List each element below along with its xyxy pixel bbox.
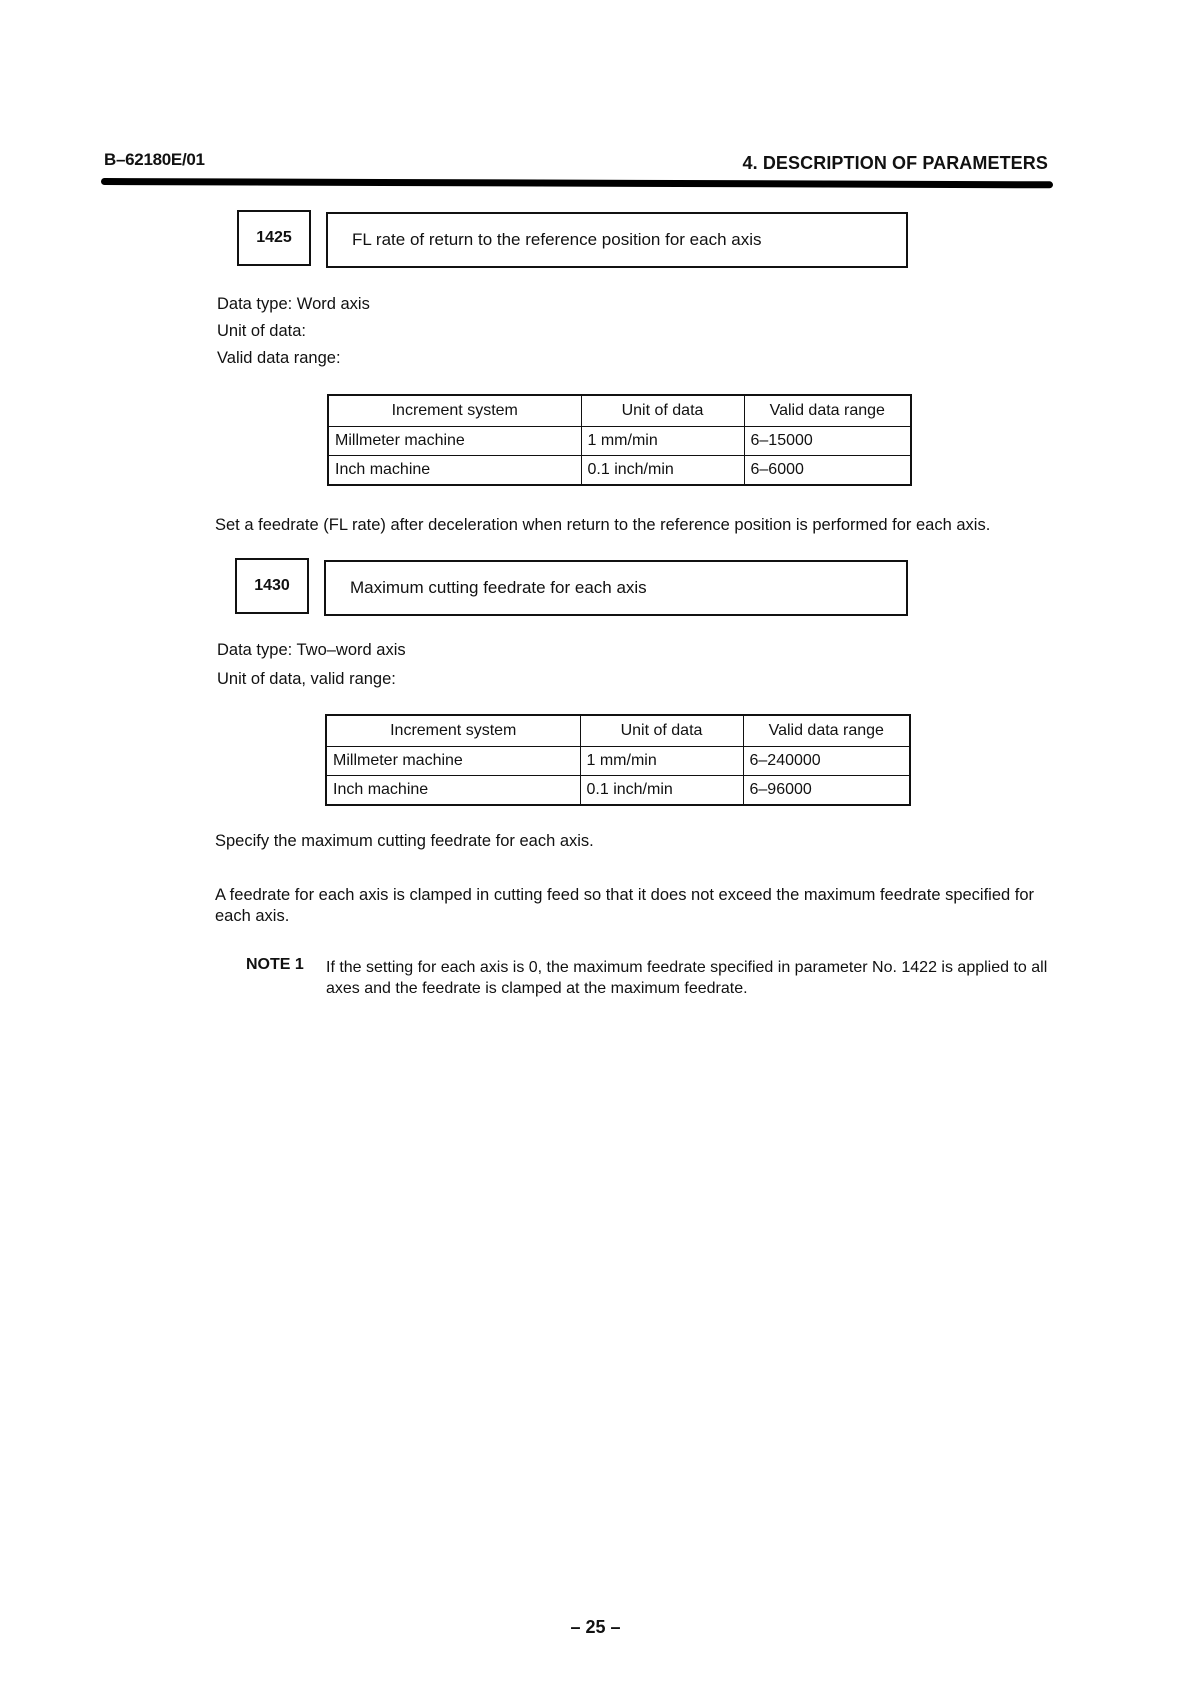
table-cell: Millmeter machine [328, 427, 581, 456]
note-label: NOTE 1 [246, 956, 304, 973]
table-row [328, 456, 911, 486]
unit-of-data-label: Unit of data: [217, 322, 306, 340]
table-row [326, 747, 910, 776]
valid-range-label: Valid data range: [217, 349, 341, 367]
column-header: Valid data range [743, 715, 910, 747]
data-type-label: Data type: Word axis [217, 295, 370, 313]
table-cell: 6–6000 [744, 456, 911, 486]
section-title: 4. DESCRIPTION OF PARAMETERS [742, 153, 1048, 173]
table-cell: 6–15000 [744, 427, 911, 456]
column-header: Unit of data [580, 715, 743, 747]
parameter-title-box [324, 560, 908, 616]
parameter-description-clamp: A feedrate for each axis is clamped in cutting feed so that it does not exceed the maximum feedrate specified for each axis. [215, 886, 1035, 925]
table-cell: Millmeter machine [326, 747, 580, 776]
column-header: Increment system [328, 395, 581, 427]
document-id: B–62180E/01 [104, 150, 205, 169]
column-header: Valid data range [744, 395, 911, 427]
table-header-row [328, 395, 911, 427]
table-cell: 6–240000 [743, 747, 910, 776]
parameter-title: FL rate of return to the reference position for each axis [352, 230, 762, 249]
column-header: Increment system [326, 715, 580, 747]
table-cell: 1 mm/min [581, 427, 744, 456]
table-cell: Inch machine [326, 776, 580, 806]
data-type-label: Data type: Two–word axis [217, 641, 406, 659]
parameter-number-box [235, 558, 309, 614]
table-cell: Inch machine [328, 456, 581, 486]
table-cell: 1 mm/min [580, 747, 743, 776]
parameter-table-1425 [327, 394, 912, 486]
table-row [326, 776, 910, 806]
parameter-title-box [326, 212, 908, 268]
table-header-row [326, 715, 910, 747]
table-cell: 0.1 inch/min [581, 456, 744, 486]
note-text: If the setting for each axis is 0, the maximum feedrate specified in parameter No. 1422 is applied to all axes and the feedrate is clamped at the maximum feedrate. [326, 959, 1048, 997]
page-number: – 25 – [570, 1617, 621, 1637]
table-cell: 6–96000 [743, 776, 910, 806]
parameter-number: 1425 [256, 229, 292, 246]
parameter-number-box [237, 210, 311, 266]
table-row [328, 427, 911, 456]
unit-range-label: Unit of data, valid range: [217, 670, 396, 688]
parameter-description: Set a feedrate (FL rate) after deceleration when return to the reference position is performed for each axis. [215, 516, 991, 534]
parameter-number: 1430 [254, 577, 290, 594]
table-cell: 0.1 inch/min [580, 776, 743, 806]
parameter-title: Maximum cutting feedrate for each axis [350, 578, 647, 597]
parameter-description: Specify the maximum cutting feedrate for each axis. [215, 832, 594, 850]
header-rule [101, 178, 1053, 188]
parameter-table-1430 [325, 714, 911, 806]
column-header: Unit of data [581, 395, 744, 427]
